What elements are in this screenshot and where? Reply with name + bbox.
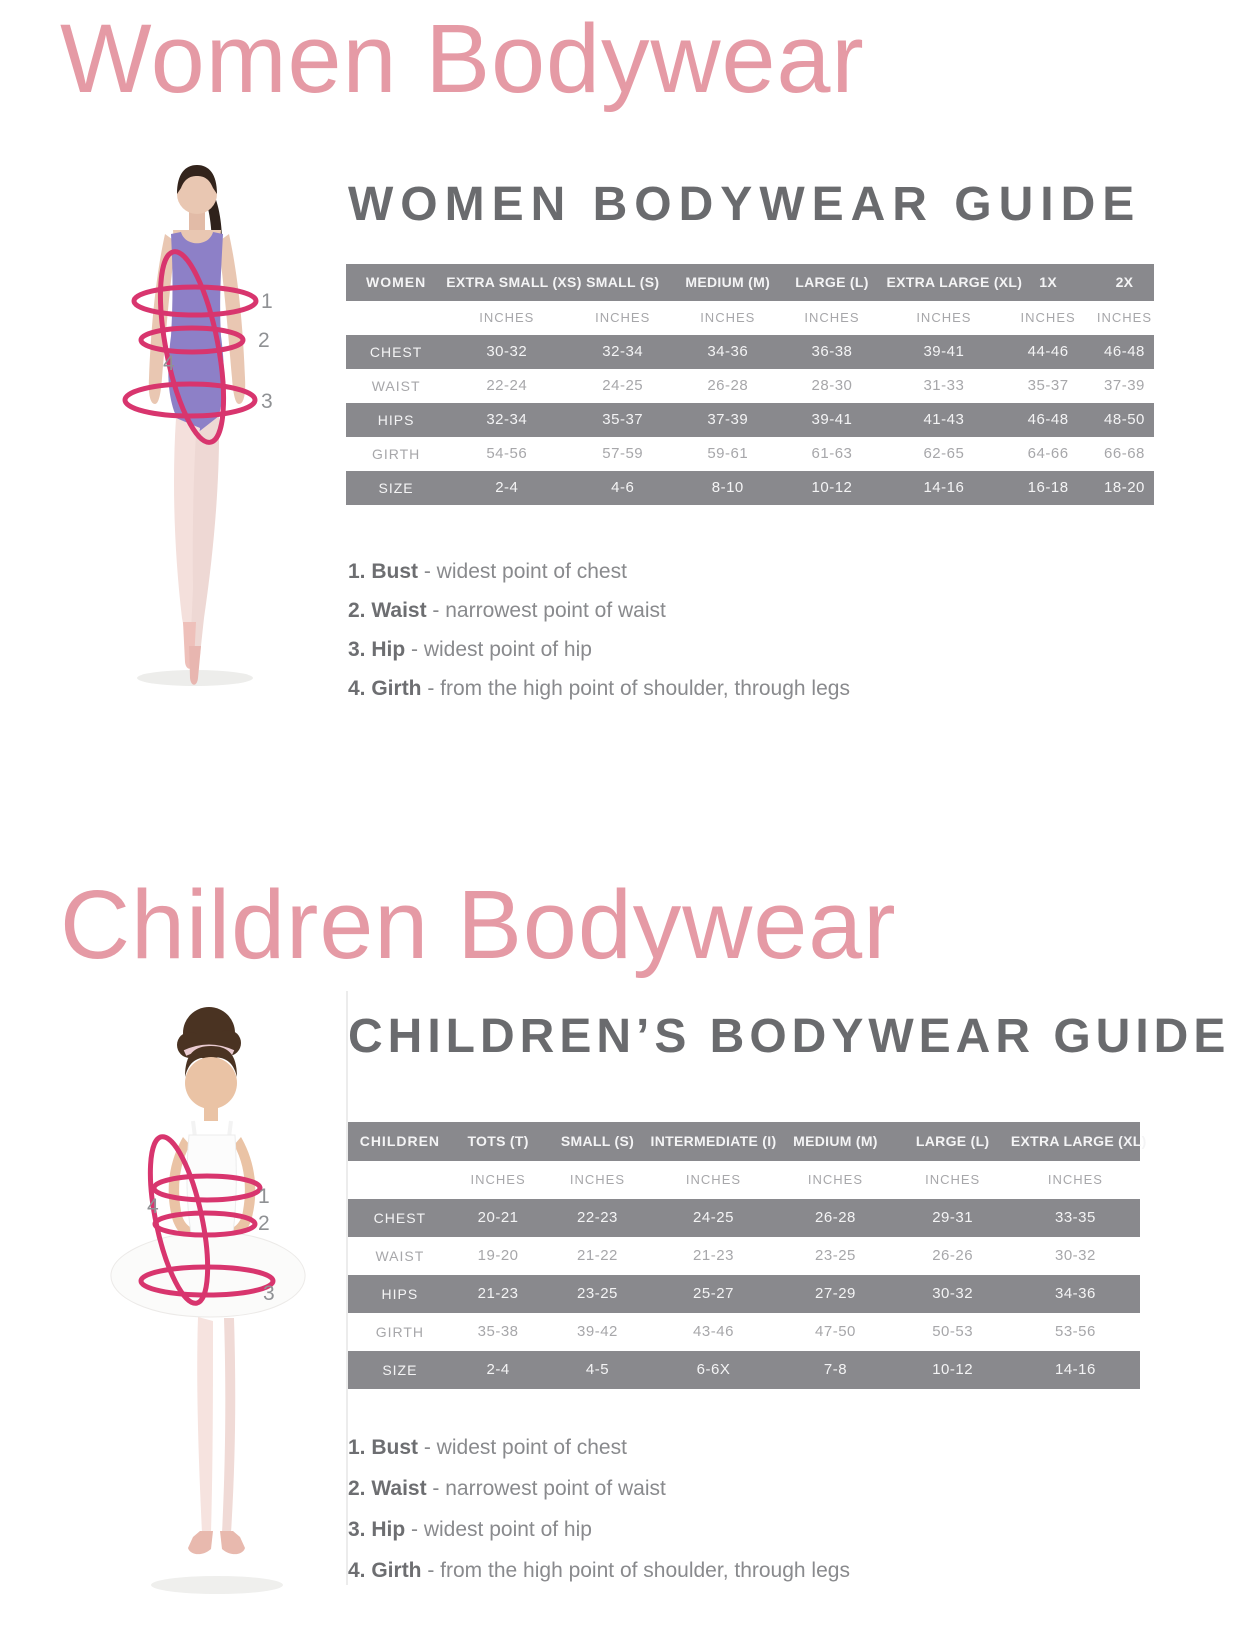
girth-number-label: 4	[147, 1195, 159, 1218]
child-illustration	[95, 985, 350, 1612]
size-value-cell: 2-4	[486, 1361, 510, 1378]
row-label-cell: HIPS	[381, 1286, 419, 1302]
units-cell	[346, 301, 446, 335]
size-value-cell: 10-12	[932, 1361, 974, 1378]
size-value-cell: 48-50	[1104, 411, 1145, 428]
column-header-cell: MEDIUM (M)	[685, 274, 771, 290]
children-measurement-legend	[348, 1436, 850, 1600]
size-value-cell: 22-23	[577, 1209, 618, 1226]
waist-number-label: 2	[258, 329, 270, 352]
size-value-cell: 43-46	[693, 1323, 734, 1340]
legend-term: 3. Hip	[348, 638, 406, 661]
legend-term: 2. Waist	[348, 1477, 427, 1500]
units-cell: INCHES	[916, 310, 972, 325]
size-value-cell: 31-33	[923, 377, 965, 394]
children-guide-title: CHILDREN’S BODYWEAR GUIDE	[348, 1010, 1231, 1063]
legend-term: 4. Girth	[348, 1559, 422, 1582]
size-value-cell: 27-29	[815, 1285, 856, 1302]
legend-item	[348, 599, 850, 622]
table-row	[348, 1351, 1140, 1389]
children-size-table	[348, 1122, 1147, 1389]
units-cell: INCHES	[1096, 310, 1153, 325]
column-header-cell: EXTRA SMALL (XS)	[446, 274, 582, 290]
size-value-cell: 23-25	[815, 1247, 856, 1264]
units-cell: INCHES	[470, 1172, 526, 1187]
legend-term: 2. Waist	[348, 599, 427, 622]
size-value-cell: 34-36	[707, 343, 749, 360]
size-value-cell: 50-53	[932, 1323, 974, 1340]
size-value-cell: 19-20	[477, 1247, 519, 1264]
units-cell: INCHES	[569, 1172, 626, 1187]
size-value-cell: 24-25	[602, 377, 644, 394]
size-value-cell: 54-56	[486, 445, 528, 462]
legend-description: - widest point of chest	[418, 1436, 627, 1459]
size-value-cell: 35-37	[602, 411, 644, 428]
size-value-cell: 23-25	[577, 1285, 618, 1302]
size-value-cell: 41-43	[923, 411, 965, 428]
size-value-cell: 39-41	[923, 343, 965, 360]
row-label-cell: GIRTH	[375, 1324, 425, 1340]
table-row	[346, 369, 1154, 403]
legend-description: - widest point of hip	[405, 638, 592, 661]
size-value-cell: 26-26	[932, 1247, 974, 1264]
size-value-cell: 30-32	[1054, 1247, 1096, 1264]
women-size-table	[346, 264, 1154, 505]
legend-item	[348, 677, 850, 700]
size-value-cell: 16-18	[1027, 479, 1069, 496]
column-header-cell: WOMEN	[365, 274, 427, 290]
women-section-heading: Women Bodywear	[60, 4, 865, 113]
size-value-cell: 25-27	[693, 1285, 734, 1302]
woman-illustration	[55, 150, 305, 695]
size-value-cell: 30-32	[486, 343, 528, 360]
legend-description: - narrowest point of waist	[426, 599, 666, 622]
size-value-cell: 44-46	[1027, 343, 1069, 360]
size-value-cell: 20-21	[477, 1209, 519, 1226]
size-value-cell: 4-6	[611, 479, 635, 496]
legend-description: - widest point of hip	[405, 1518, 592, 1541]
size-value-cell: 6-6X	[696, 1361, 731, 1378]
units-cell: INCHES	[1020, 310, 1076, 325]
women-guide-title: WOMEN BODYWEAR GUIDE	[348, 178, 1142, 231]
children-section-heading: Children Bodywear	[60, 870, 897, 979]
table-row	[346, 403, 1154, 437]
legend-item	[348, 560, 850, 583]
size-value-cell: 4-5	[585, 1361, 610, 1378]
table-row	[346, 437, 1154, 471]
legend-description: - from the high point of shoulder, through legs	[421, 677, 850, 700]
size-value-cell: 33-35	[1054, 1209, 1096, 1226]
units-cell	[348, 1161, 452, 1199]
size-value-cell: 26-28	[707, 377, 749, 394]
units-cell: INCHES	[807, 1172, 864, 1187]
table-row	[346, 471, 1154, 505]
girth-number-label: 4	[163, 352, 175, 375]
figure-body	[149, 165, 245, 685]
size-value-cell: 18-20	[1104, 479, 1145, 496]
table-row	[348, 1237, 1140, 1275]
size-value-cell: 46-48	[1027, 411, 1069, 428]
column-header-cell: EXTRA LARGE (XL)	[886, 274, 1023, 290]
column-header-cell: LARGE (L)	[915, 1133, 990, 1149]
column-header-cell: TOTS (T)	[467, 1133, 529, 1149]
bust-number-label: 1	[261, 290, 273, 313]
table-row	[348, 1122, 1147, 1161]
units-cell: INCHES	[685, 1172, 742, 1187]
row-label-cell: WAIST	[375, 1248, 425, 1264]
size-value-cell: 21-22	[577, 1247, 618, 1264]
size-value-cell: 10-12	[811, 479, 853, 496]
units-cell: INCHES	[479, 310, 535, 325]
bust-number-label: 1	[258, 1185, 270, 1208]
size-value-cell: 32-34	[602, 343, 644, 360]
units-cell: INCHES	[700, 310, 756, 325]
women-measurement-legend	[348, 560, 850, 716]
legend-term: 4. Girth	[348, 677, 422, 700]
size-value-cell: 64-66	[1027, 445, 1069, 462]
size-value-cell: 35-37	[1027, 377, 1069, 394]
size-value-cell: 30-32	[932, 1285, 974, 1302]
size-value-cell: 61-63	[811, 445, 853, 462]
row-label-cell: GIRTH	[371, 446, 421, 462]
size-value-cell: 62-65	[923, 445, 965, 462]
floor-shadow	[151, 1576, 283, 1594]
size-value-cell: 29-31	[932, 1209, 974, 1226]
size-value-cell: 39-42	[577, 1323, 618, 1340]
size-value-cell: 46-48	[1104, 343, 1145, 360]
hip-number-label: 3	[263, 1282, 275, 1305]
table-row	[346, 264, 1154, 301]
size-value-cell: 26-28	[815, 1209, 856, 1226]
legend-term: 3. Hip	[348, 1518, 406, 1541]
legend-item	[348, 1518, 850, 1541]
table-row	[348, 1275, 1140, 1313]
size-value-cell: 35-38	[477, 1323, 519, 1340]
legend-item	[348, 1436, 850, 1459]
children-measurement-photo	[95, 985, 350, 1612]
table-row	[348, 1313, 1140, 1351]
column-header-cell: SMALL (S)	[586, 274, 660, 290]
size-value-cell: 22-24	[486, 377, 528, 394]
row-label-cell: CHEST	[373, 1210, 427, 1226]
units-cell: INCHES	[804, 310, 860, 325]
size-value-cell: 24-25	[693, 1209, 734, 1226]
size-value-cell: 14-16	[1054, 1361, 1096, 1378]
column-header-cell: EXTRA LARGE (XL)	[1010, 1133, 1147, 1149]
column-header-cell: MEDIUM (M)	[793, 1133, 878, 1149]
hip-number-label: 3	[261, 390, 273, 413]
size-value-cell: 21-23	[477, 1285, 519, 1302]
units-cell: INCHES	[1047, 1172, 1103, 1187]
women-measurement-photo	[55, 150, 305, 695]
row-label-cell: HIPS	[377, 412, 415, 428]
legend-description: - narrowest point of waist	[426, 1477, 666, 1500]
size-value-cell: 66-68	[1104, 445, 1145, 462]
size-value-cell: 39-41	[811, 411, 853, 428]
size-value-cell: 8-10	[711, 479, 744, 496]
size-value-cell: 37-39	[1104, 377, 1145, 394]
size-value-cell: 36-38	[811, 343, 853, 360]
size-value-cell: 47-50	[815, 1323, 856, 1340]
table-row	[346, 335, 1154, 369]
legend-description: - from the high point of shoulder, through legs	[421, 1559, 850, 1582]
legend-term: 1. Bust	[348, 1436, 419, 1459]
size-value-cell: 28-30	[811, 377, 853, 394]
column-header-cell: 1X	[1039, 274, 1057, 290]
size-value-cell: 32-34	[486, 411, 528, 428]
size-value-cell: 2-4	[495, 479, 519, 496]
legend-description: - widest point of chest	[418, 560, 627, 583]
column-header-cell: INTERMEDIATE (I)	[650, 1133, 777, 1149]
row-label-cell: SIZE	[382, 1362, 418, 1378]
waist-number-label: 2	[258, 1212, 270, 1235]
size-value-cell: 59-61	[707, 445, 749, 462]
legend-item	[348, 638, 850, 661]
size-value-cell: 14-16	[923, 479, 965, 496]
units-cell: INCHES	[595, 310, 651, 325]
column-header-cell: LARGE (L)	[795, 274, 869, 290]
column-header-cell: CHILDREN	[359, 1133, 441, 1149]
legend-item	[348, 1477, 850, 1500]
column-header-cell: SMALL (S)	[560, 1133, 635, 1149]
size-value-cell: 21-23	[693, 1247, 734, 1264]
row-label-cell: WAIST	[371, 378, 421, 394]
table-row	[348, 1161, 1140, 1199]
row-label-cell: SIZE	[378, 480, 414, 496]
row-label-cell: CHEST	[369, 344, 423, 360]
size-value-cell: 53-56	[1054, 1323, 1096, 1340]
table-row	[348, 1199, 1140, 1237]
size-value-cell: 34-36	[1054, 1285, 1096, 1302]
legend-term: 1. Bust	[348, 560, 419, 583]
column-header-cell: 2X	[1115, 274, 1134, 290]
units-cell: INCHES	[925, 1172, 981, 1187]
size-value-cell: 37-39	[707, 411, 749, 428]
size-value-cell: 57-59	[602, 445, 644, 462]
table-row	[346, 301, 1154, 335]
legend-item	[348, 1559, 850, 1582]
size-value-cell: 7-8	[823, 1361, 848, 1378]
